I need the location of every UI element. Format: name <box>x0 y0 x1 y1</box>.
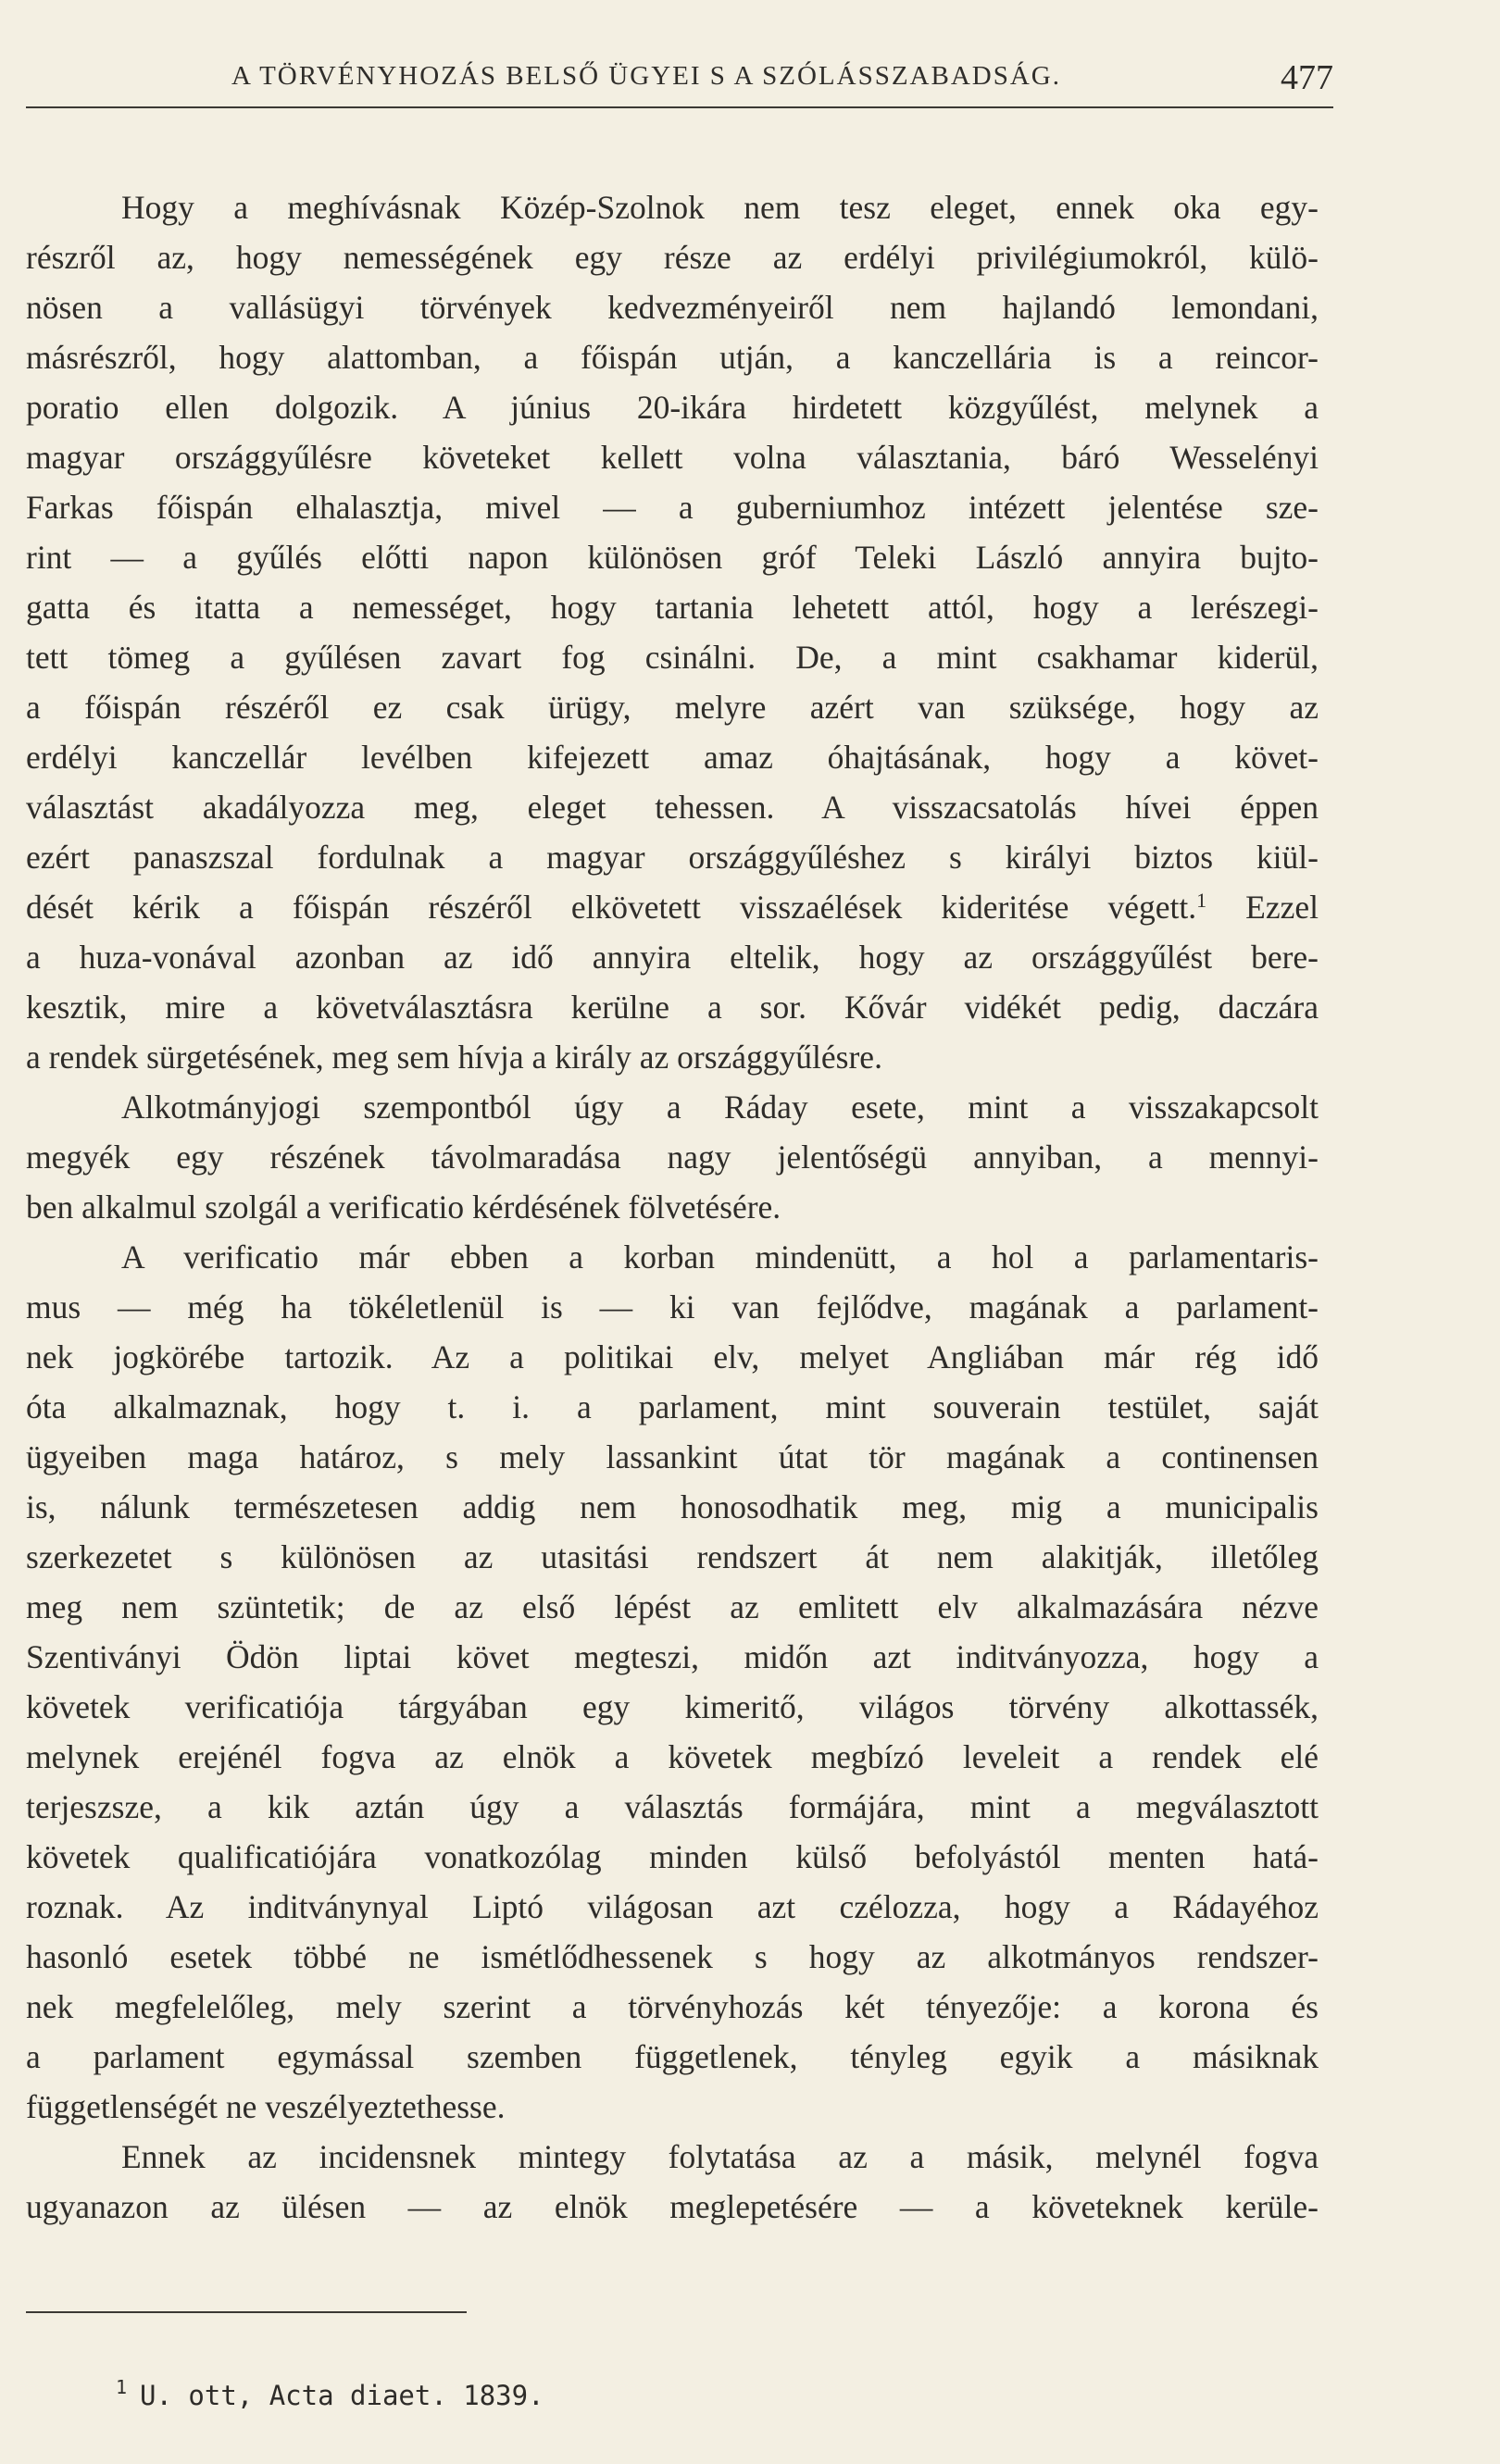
text-line-content: kesztik, mire a követválasztásra kerülne a sor. Kővár vidékét pedig, daczára <box>26 989 1319 1026</box>
text-line-content: választást akadályozza meg, eleget tehessen. A visszacsatolás hívei éppen <box>26 789 1319 826</box>
text-line-content: részről az, hogy nemességének egy része az erdélyi privilégiumokról, külö- <box>26 239 1319 276</box>
text-line <box>26 782 1319 832</box>
text-line-content: a főispán részéről ez csak ürügy, melyre azért van szüksége, hogy az <box>26 689 1319 726</box>
text-line <box>26 482 1319 532</box>
text-line-content: függetlenségét ne veszélyeztethesse. <box>26 2088 506 2125</box>
text-line-content: szerkezetet s különösen az utasitási rendszert át nem alakitják, illetőleg <box>26 1538 1319 1575</box>
text-line <box>26 232 1319 282</box>
text-line <box>26 1882 1319 1932</box>
text-line-content: roznak. Az inditványnyal Liptó világosan azt czélozza, hogy a Rádayéhoz <box>26 1888 1319 1925</box>
text-line <box>26 1632 1319 1682</box>
text-line-content: tett tömeg a gyűlésen zavart fog csinálni. De, a mint csakhamar kiderül, <box>26 639 1319 676</box>
text-line-content: mus — még ha tökéletlenül is — ki van fejlődve, magának a parlament- <box>26 1288 1319 1325</box>
text-line <box>26 1232 1319 1282</box>
text-line <box>26 932 1319 982</box>
text-line-content: magyar országgyűlésre követeket kellett volna választania, báró Wesselényi <box>26 439 1319 476</box>
text-line-content: ugyanazon az ülésen — az elnök meglepetésére — a követeknek kerüle- <box>26 2188 1319 2225</box>
text-line-content: óta alkalmaznak, hogy t. i. a parlament, mint souverain testület, saját <box>26 1388 1319 1425</box>
text-line-content: hasonló esetek többé ne ismétlődhessenek s hogy az alkotmányos rendszer- <box>26 1938 1319 1975</box>
text-line-content: nek jogkörébe tartozik. Az a politikai elv, melyet Angliában már rég idő <box>26 1338 1319 1375</box>
text-line <box>26 1482 1319 1532</box>
text-line <box>26 432 1319 482</box>
text-line <box>26 1782 1319 1832</box>
text-line <box>26 382 1319 432</box>
text-line <box>26 2132 1319 2182</box>
text-line-content: Alkotmányjogi szempontból úgy a Ráday esete, mint a visszakapcsolt <box>121 1089 1319 1126</box>
text-line <box>26 2032 1319 2082</box>
text-line <box>26 532 1319 582</box>
text-line <box>26 982 1319 1032</box>
text-line-content: erdélyi kanczellár levélben kifejezett amaz óhajtásának, hogy a követ- <box>26 739 1319 776</box>
footnote <box>116 2376 544 2411</box>
text-line <box>26 1532 1319 1582</box>
text-line-content: poratio ellen dolgozik. A június 20-ikára hirdetett közgyűlést, melynek a <box>26 389 1319 426</box>
text-line-content: meg nem szüntetik; de az első lépést az emlitett elv alkalmazására nézve <box>26 1588 1319 1625</box>
running-head <box>26 58 1333 107</box>
text-line <box>26 1082 1319 1132</box>
text-line <box>26 582 1319 632</box>
text-line-content: Ennek az incidensnek mintegy folytatása az a másik, melynél fogva <box>121 2138 1319 2175</box>
text-line <box>26 1132 1319 1182</box>
text-line <box>26 1832 1319 1882</box>
text-line <box>26 682 1319 732</box>
text-line <box>26 1182 1319 1232</box>
text-line <box>26 332 1319 382</box>
text-line <box>26 1932 1319 1982</box>
text-line-content: követek qualificatiójára vonatkozólag minden külső befolyástól menten hatá- <box>26 1838 1319 1875</box>
footnote-marker: 1 <box>116 2376 128 2398</box>
text-line <box>26 732 1319 782</box>
text-line-content: melynek erejénél fogva az elnök a követek megbízó leveleit a rendek elé <box>26 1738 1319 1775</box>
text-line-content: gatta és itatta a nemességet, hogy tartania lehetett attól, hogy a lerészegi- <box>26 589 1319 626</box>
text-line <box>26 282 1319 332</box>
text-line <box>26 1282 1319 1332</box>
body-text <box>26 182 1319 2232</box>
text-line <box>26 1982 1319 2032</box>
text-line <box>26 882 1319 932</box>
footnote-text: U. ott, Acta diaet. 1839. <box>140 2380 544 2411</box>
text-line <box>26 832 1319 882</box>
text-line-content: ügyeiben maga határoz, s mely lassankint útat tör magának a continensen <box>26 1438 1319 1475</box>
text-line-content: Farkas főispán elhalasztja, mivel — a guberniumhoz intézett jelentése sze- <box>26 489 1319 526</box>
text-line <box>26 182 1319 232</box>
text-line <box>26 1432 1319 1482</box>
text-line-content: Szentiványi Ödön liptai követ megteszi, midőn azt inditványozza, hogy a <box>26 1638 1319 1675</box>
text-line-content: A verificatio már ebben a korban mindenütt, a hol a parlamentaris- <box>121 1238 1319 1276</box>
text-line-continuation: Ezzel <box>1206 889 1319 926</box>
text-line-content: ben alkalmul szolgál a verificatio kérdésének fölvetésére. <box>26 1188 781 1226</box>
text-line-content: megyék egy részének távolmaradása nagy jelentőségü annyiban, a mennyi- <box>26 1139 1319 1176</box>
footnote-rule <box>26 2311 467 2313</box>
text-line <box>26 1032 1319 1082</box>
text-line-content: a parlament egymással szemben függetlenek, tényleg egyik a másiknak <box>26 2038 1319 2075</box>
running-title: A TÖRVÉNYHOZÁS BELSŐ ÜGYEI S A SZÓLÁSSZABADSÁG. <box>231 61 1061 91</box>
text-line-content: a rendek sürgetésének, meg sem hívja a király az országgyűlésre. <box>26 1039 882 1076</box>
text-line-content: dését kérik a főispán részéről elkövetett visszaélések kideritése végett. <box>26 889 1197 926</box>
text-line-content: követek verificatiója tárgyában egy kimeritő, világos törvény alkottassék, <box>26 1688 1319 1725</box>
text-line <box>26 2082 1319 2132</box>
text-line <box>26 1582 1319 1632</box>
text-line-content: terjeszsze, a kik aztán úgy a választás formájára, mint a megválasztott <box>26 1788 1319 1825</box>
text-line-content: a huza-vonával azonban az idő annyira eltelik, hogy az országgyűlést bere- <box>26 939 1319 976</box>
text-line-content: rint — a gyűlés előtti napon különösen gróf Teleki László annyira bujto- <box>26 539 1319 576</box>
footnote-reference: 1 <box>1196 889 1207 912</box>
text-line <box>26 632 1319 682</box>
page-number: 477 <box>1281 58 1333 97</box>
text-line-content: ezért panaszszal fordulnak a magyar országgyűléshez s királyi biztos kiül- <box>26 839 1319 876</box>
text-line-content: is, nálunk természetesen addig nem honosodhatik meg, mig a municipalis <box>26 1488 1319 1525</box>
text-line-content: másrészről, hogy alattomban, a főispán utján, a kanczellária is a reincor- <box>26 339 1319 376</box>
text-line-content: nek megfelelőleg, mely szerint a törvényhozás két tényezője: a korona és <box>26 1988 1319 2025</box>
text-line <box>26 2182 1319 2232</box>
text-line-content: nösen a vallásügyi törvények kedvezményeiről nem hajlandó lemondani, <box>26 289 1319 326</box>
header-rule <box>26 106 1333 108</box>
text-line-content: Hogy a meghívásnak Közép-Szolnok nem tesz eleget, ennek oka egy- <box>121 189 1319 226</box>
text-line <box>26 1382 1319 1432</box>
text-line <box>26 1682 1319 1732</box>
text-line <box>26 1332 1319 1382</box>
text-line <box>26 1732 1319 1782</box>
